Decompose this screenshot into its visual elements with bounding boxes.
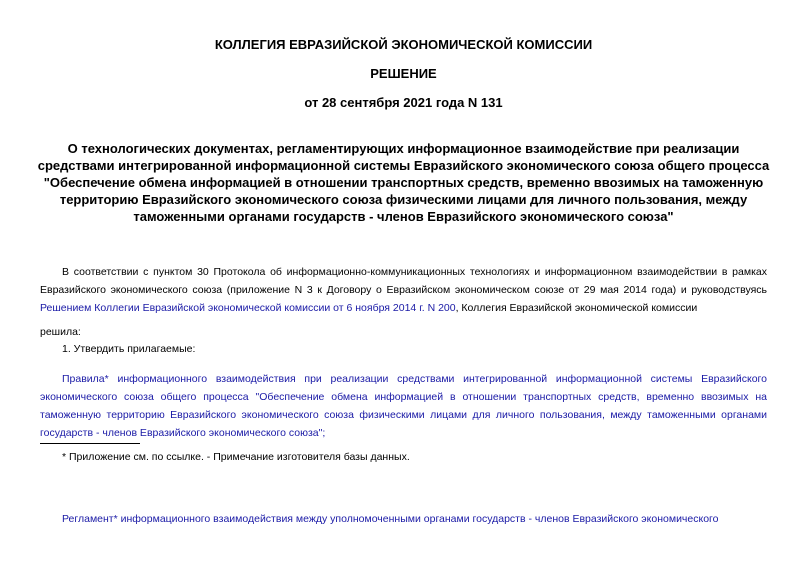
reglament-paragraph bbox=[40, 510, 767, 528]
footnote-divider bbox=[40, 443, 140, 444]
preamble-tail: , Коллегия Евразийской экономической комиссии bbox=[455, 302, 698, 314]
footnote: * Приложение см. по ссылке. - Примечание изготовителя базы данных. bbox=[62, 451, 410, 463]
decision-200-link[interactable]: Решением Коллегии Евразийской экономической комиссии от 6 ноября 2014 г. N 200 bbox=[40, 302, 456, 314]
document-title: О технологических документах, регламентирующих информационное взаимодействие при реализации средствами интегрированной информационной системы Евразийского экономического союза общего процесса "Обеспечение обмена информацией в отношении транспортных средств, временно ввозимых на таможенную территорию Евразийского экономического союза физическими лицами для личного пользования, между таможенными органами государств - членов Евразийского экономического союза" bbox=[37, 141, 770, 224]
preamble-text: В соответствии с пунктом 30 Протокола об информационно-коммуникационных технологиях и информационном взаимодействии в рамках Евразийского экономического союза (приложение N 3 к Договору о Евразийском экономическом союзе от 29 мая 2014 года) и руководствуясь bbox=[40, 266, 767, 296]
item-1: 1. Утвердить прилагаемые: bbox=[62, 343, 196, 355]
rules-link[interactable]: Правила* информационного взаимодействия при реализации средствами интегрированной информационной системы Евразийского экономического союза общего процесса "Обеспечение обмена информацией в отношении транспортных средств, временно ввозимых на таможенную территорию Евразийского экономического союза физическими лицами для личного пользования, между таможенными органами государств - членов Евразийского экономического союза"; bbox=[40, 373, 767, 439]
preamble-paragraph bbox=[40, 263, 767, 317]
rules-paragraph bbox=[40, 370, 767, 442]
reglament-link[interactable]: Регламент* информационного взаимодействия между уполномоченными органами государств - членов Евразийского экономического bbox=[62, 513, 719, 525]
decided-label: решила: bbox=[40, 326, 81, 338]
document-date-number: от 28 сентября 2021 года N 131 bbox=[304, 95, 503, 110]
document-type: РЕШЕНИЕ bbox=[370, 66, 437, 81]
issuing-body: КОЛЛЕГИЯ ЕВРАЗИЙСКОЙ ЭКОНОМИЧЕСКОЙ КОМИССИИ bbox=[214, 37, 593, 52]
